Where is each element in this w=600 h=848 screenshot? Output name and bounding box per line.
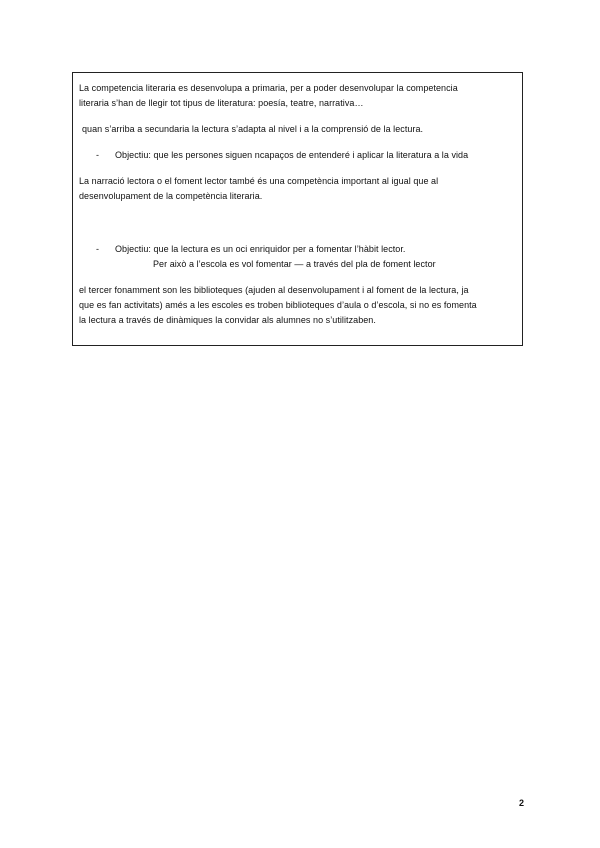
paragraph-biblioteques bbox=[79, 283, 514, 328]
text-line: literaria s’han de llegir tot tipus de literatura: poesía, teatre, narrativa… bbox=[79, 98, 364, 108]
text-line: desenvolupament de la competència literaria. bbox=[79, 191, 263, 201]
text-line: la lectura a través de dinàmiques la convidar als alumnes no s’utilitzaben. bbox=[79, 315, 376, 325]
bullet-objectiu-2 bbox=[79, 242, 514, 257]
text-line: La competencia literaria es desenvolupa a primaria, per a poder desenvolupar la competencia bbox=[79, 83, 458, 93]
bullet-text: Objectiu: que les persones siguen ncapaços de entenderé i aplicar la literatura a la vida bbox=[115, 150, 469, 160]
page-number: 2 bbox=[519, 798, 525, 808]
paragraph-secundaria: quan s’arriba a secundaria la lectura s’adapta al nivel i a la comprensió de la lectura. bbox=[82, 124, 424, 134]
bullet-text: Objectiu: que la lectura es un oci enriquidor per a fomentar l’hàbit lector. bbox=[115, 244, 406, 254]
bullet-dash: - bbox=[96, 150, 100, 160]
bullet-dash: - bbox=[96, 244, 100, 254]
paragraph-narracio-lectora bbox=[79, 174, 514, 204]
bordered-text-box bbox=[72, 72, 523, 346]
bullet-continuation: Per això a l’escola es vol fomentar — a través del pla de foment lector bbox=[153, 259, 436, 269]
paragraph-competencia-literaria bbox=[79, 81, 514, 111]
text-line: que es fan activitats) amés a les escoles es troben biblioteques d’aula o d’escola, si no es fomenta bbox=[79, 300, 477, 310]
text-line: La narració lectora o el foment lector també és una competència important al igual que al bbox=[79, 176, 439, 186]
bullet-objectiu-1 bbox=[79, 148, 514, 163]
text-line: el tercer fonamment son les biblioteques (ajuden al desenvolupament i al foment de la lectura, ja bbox=[79, 285, 469, 295]
